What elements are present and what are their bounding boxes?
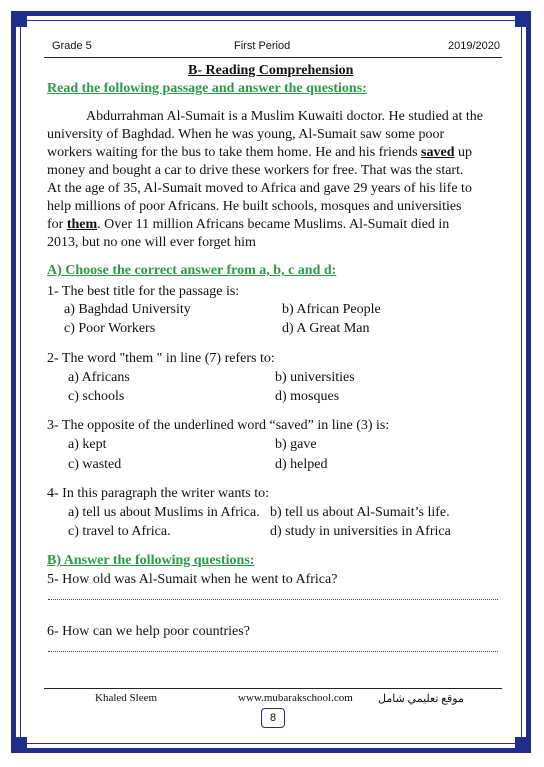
option-c[interactable]: c) travel to Africa. — [68, 524, 171, 539]
option-c[interactable]: c) Poor Workers — [64, 321, 156, 336]
passage-line: workers waiting for the bus to take them home. He and his friends saved up — [47, 145, 472, 160]
option-d[interactable]: d) A Great Man — [282, 321, 370, 336]
part-a-heading: A) Choose the correct answer from a, b, c and d: — [47, 263, 337, 278]
answer-line-5[interactable] — [48, 598, 498, 600]
header-divider — [44, 57, 502, 58]
passage-line: money and bought a car to drive these workers for free. That was the start. — [47, 163, 464, 178]
underlined-word-saved: saved — [421, 145, 455, 160]
option-b[interactable]: b) gave — [275, 437, 317, 452]
passage-line: Abdurrahman Al-Sumait is a Muslim Kuwaiti doctor. He studied at the — [86, 109, 483, 124]
option-a[interactable]: a) Africans — [68, 370, 130, 385]
option-b[interactable]: b) tell us about Al-Sumait’s life. — [270, 505, 450, 520]
page-header — [46, 40, 500, 58]
grade-label: Grade 5 — [52, 40, 92, 52]
part-b-heading: B) Answer the following questions: — [47, 553, 255, 568]
question-text: 3- The opposite of the underlined word “saved” in line (3) is: — [47, 418, 390, 433]
option-d[interactable]: d) mosques — [275, 389, 340, 404]
option-c[interactable]: c) wasted — [68, 457, 122, 472]
passage-line: help millions of poor Africans. He built schools, mosques and universities — [47, 199, 462, 214]
option-d[interactable]: d) helped — [275, 457, 328, 472]
passage-line: university of Baghdad. When he was young, Al-Sumait saw some poor — [47, 127, 445, 142]
footer-author: Khaled Sleem — [95, 692, 158, 704]
footer-website: www.mubarakschool.com — [238, 692, 353, 704]
corner-ornament — [515, 737, 531, 753]
footer-arabic-tagline: موقع تعليمي شامل — [378, 693, 464, 705]
footer-divider — [44, 688, 502, 689]
instruction-heading: Read the following passage and answer the questions: — [47, 81, 367, 96]
option-a[interactable]: a) Baghdad University — [64, 302, 191, 317]
question-5-text: 5- How old was Al-Sumait when he went to Africa? — [47, 572, 338, 587]
answer-line-6[interactable] — [48, 650, 498, 652]
section-title: B- Reading Comprehension — [188, 63, 354, 78]
question-text: 1- The best title for the passage is: — [47, 284, 240, 299]
year-label: 2019/2020 — [448, 40, 500, 52]
underlined-word-them: them — [66, 217, 98, 232]
passage-line: 2013, but no one will ever forget him — [47, 235, 256, 250]
option-c[interactable]: c) schools — [68, 389, 125, 404]
option-d[interactable]: d) study in universities in Africa — [270, 524, 451, 539]
question-text: 2- The word "them " in line (7) refers to: — [47, 351, 275, 366]
corner-ornament — [515, 11, 531, 27]
option-a[interactable]: a) tell us about Muslims in Africa. — [68, 505, 260, 520]
corner-ornament — [11, 737, 27, 753]
page-number: 8 — [261, 708, 285, 728]
option-b[interactable]: b) African People — [282, 302, 381, 317]
period-label: First Period — [234, 40, 291, 52]
passage-line: for them. Over 11 million Africans became Muslims. Al-Sumait died in — [47, 217, 450, 232]
option-a[interactable]: a) kept — [68, 437, 107, 452]
question-6-text: 6- How can we help poor countries? — [47, 624, 250, 639]
option-b[interactable]: b) universities — [275, 370, 355, 385]
passage-line: At the age of 35, Al-Sumait moved to Africa and gave 29 years of his life to — [47, 181, 472, 196]
question-text: 4- In this paragraph the writer wants to: — [47, 486, 269, 501]
corner-ornament — [11, 11, 27, 27]
